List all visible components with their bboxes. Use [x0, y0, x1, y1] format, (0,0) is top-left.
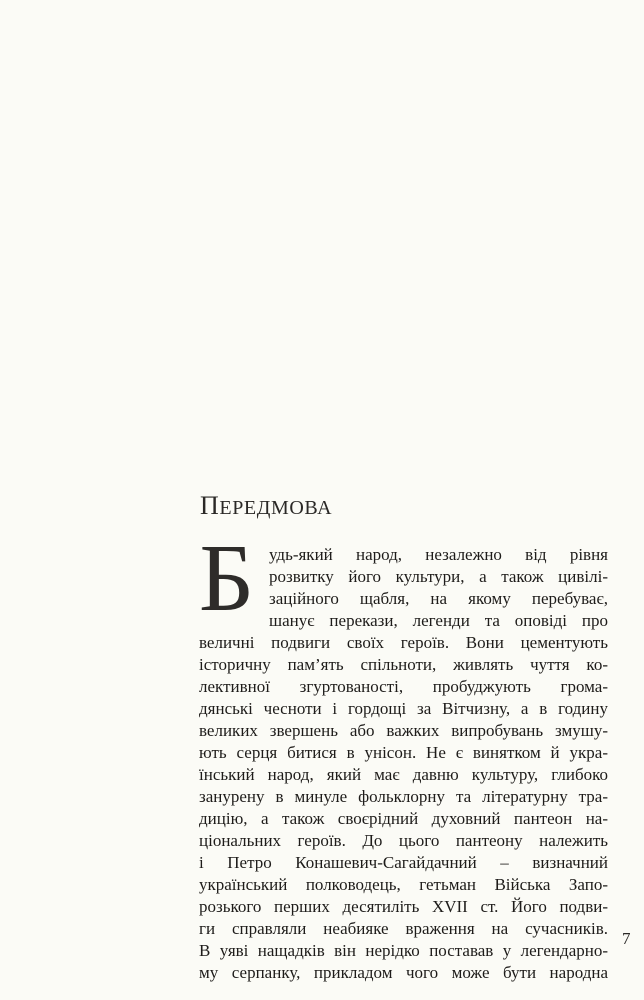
text-line: великих звершень або важких випробувань змушу- — [199, 721, 608, 740]
text-line: му серпанку, прикладом чого може бути народна — [199, 963, 608, 982]
text-line: історичну пам’ять спільноти, живлять чуття ко- — [199, 655, 608, 674]
text-line: дицію, а також своєрідний духовний пантеон на- — [199, 809, 608, 828]
text-line: український полководець, гетьман Війська Запо- — [199, 875, 608, 894]
text-line: занурену в минуле фольклорну та літературну тра- — [199, 787, 608, 806]
text-line: лективної згуртованості, пробуджують грома- — [199, 677, 608, 696]
text-line: ги справляли неабияке враження на сучасників. — [199, 919, 608, 938]
text-line: їнський народ, який має давню культуру, глибоко — [199, 765, 608, 784]
text-line: дянські чесноти і гордощі за Вітчизну, а в годину — [199, 699, 608, 718]
text-line: ють серця битися в унісон. Не є винятком й укра- — [199, 743, 608, 762]
text-line: В уяві нащадків він нерідко поставав у легендарно- — [199, 941, 608, 960]
text-line: удь-який народ, незалежно від рівня — [269, 545, 608, 564]
text-line: розького перших десятиліть XVII ст. Його подви- — [199, 897, 608, 916]
page-title — [200, 491, 332, 521]
drop-cap: Б — [199, 524, 255, 631]
page-title-initial: П — [200, 491, 220, 520]
text-line: ціональних героїв. До цього пантеону належить — [199, 831, 608, 850]
page-title-rest: ЕРЕДМОВА — [219, 497, 333, 519]
page-number: 7 — [622, 929, 631, 948]
text-line: розвитку його культури, а також цивілі- — [269, 567, 608, 586]
text-line: величні подвиги своїх героїв. Вони цементують — [199, 633, 608, 652]
text-line: заційного щабля, на якому перебуває, — [269, 589, 608, 608]
text-line: і Петро Конашевич-Сагайдачний – визначний — [199, 853, 608, 872]
body-text — [199, 524, 608, 984]
text-line: шанує перекази, легенди та оповіді про — [269, 611, 608, 630]
